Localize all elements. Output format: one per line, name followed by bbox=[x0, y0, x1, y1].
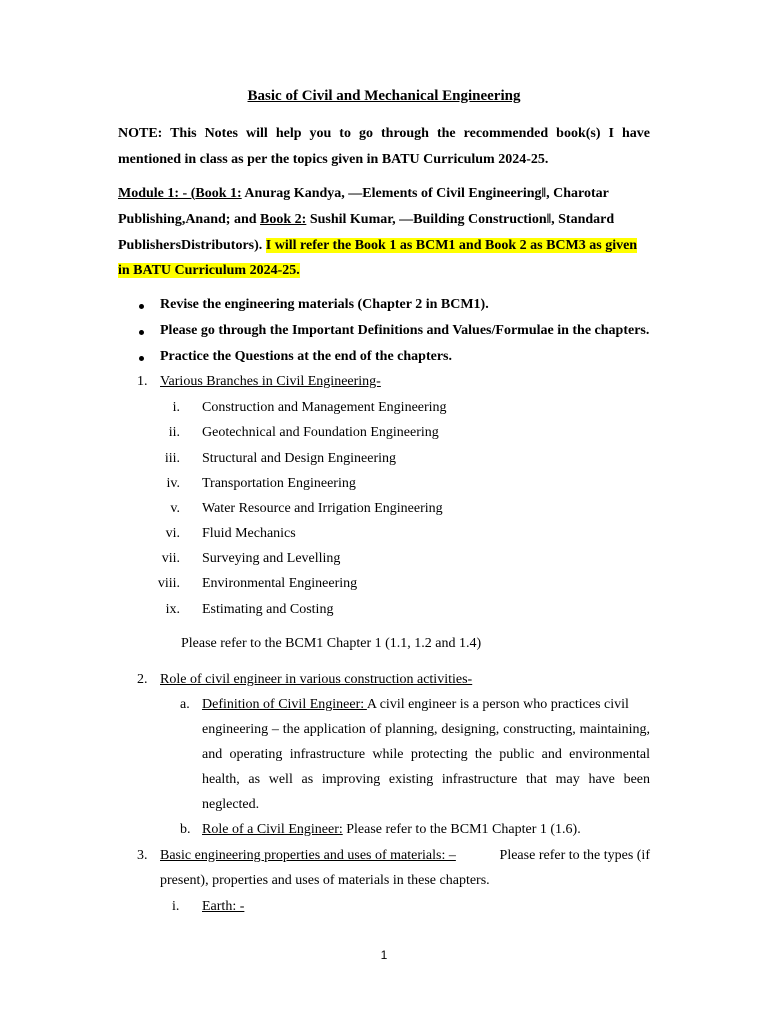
note-line-1: NOTE: This Notes will help you to go through the recommended book(s) I have bbox=[118, 126, 650, 141]
definition-line-1 bbox=[202, 697, 650, 713]
section-1-heading: Various Branches in Civil Engineering- bbox=[160, 374, 381, 389]
bullet-item-1: Revise the engineering materials (Chapter 2 in BCM1). bbox=[160, 297, 489, 312]
list-item-number: vi. bbox=[165, 526, 180, 541]
book2-details: Sushil Kumar, —Building Construction‖, Standard bbox=[306, 212, 615, 227]
list-item: Surveying and Levelling bbox=[202, 551, 341, 566]
definition-label: Definition of Civil Engineer: bbox=[202, 697, 367, 712]
section-3-line-1 bbox=[160, 848, 650, 864]
subitem-a-number: a. bbox=[180, 697, 190, 712]
bullet-dot-icon bbox=[139, 330, 144, 335]
highlight-text-1: I will refer the Book 1 as BCM1 and Book 2 as BCM3 as given bbox=[265, 238, 638, 253]
role-label: Role of a Civil Engineer: bbox=[202, 822, 343, 837]
module-line-4 bbox=[118, 263, 300, 279]
list-item-number: iv. bbox=[166, 476, 180, 491]
role-text: Please refer to the BCM1 Chapter 1 (1.6). bbox=[342, 822, 581, 837]
role-line bbox=[202, 822, 581, 838]
document-title: Basic of Civil and Mechanical Engineering bbox=[247, 88, 521, 104]
section-3-heading: Basic engineering properties and uses of materials: – bbox=[160, 848, 456, 863]
section-1-number: 1. bbox=[137, 374, 148, 389]
definition-line-5: neglected. bbox=[202, 797, 260, 812]
note-line-2: mentioned in class as per the topics given in BATU Curriculum 2024-25. bbox=[118, 152, 549, 167]
bullet-dot-icon bbox=[139, 304, 144, 309]
section-3-text-1: Please refer to the types (if bbox=[499, 848, 650, 863]
list-item-number: ii. bbox=[168, 425, 180, 440]
module-line-2 bbox=[118, 212, 650, 228]
section-3-number: 3. bbox=[137, 848, 148, 863]
distributor-text: PublishersDistributors). bbox=[118, 238, 266, 253]
definition-text-1: A civil engineer is a person who practices civil bbox=[366, 697, 629, 712]
list-item: Fluid Mechanics bbox=[202, 526, 296, 541]
book1-label: Book 1: bbox=[195, 186, 242, 201]
list-item: Environmental Engineering bbox=[202, 576, 358, 591]
bullet-dot-icon bbox=[139, 356, 144, 361]
section-2-number: 2. bbox=[137, 672, 148, 687]
list-item-number: viii. bbox=[157, 576, 180, 591]
list-item-number: ix. bbox=[165, 602, 180, 617]
section-1-reference: Please refer to the BCM1 Chapter 1 (1.1, 1.2 and 1.4) bbox=[181, 636, 482, 651]
page-number: 1 bbox=[380, 948, 388, 962]
subitem-b-number: b. bbox=[180, 822, 191, 837]
section-2-heading: Role of civil engineer in various construction activities- bbox=[160, 672, 473, 687]
module-line-3 bbox=[118, 238, 637, 254]
publisher-text: Publishing,Anand; and bbox=[118, 212, 261, 227]
list-item: Construction and Management Engineering bbox=[202, 400, 447, 415]
list-item: Estimating and Costing bbox=[202, 602, 334, 617]
list-item: Structural and Design Engineering bbox=[202, 451, 397, 466]
earth-heading: Earth: - bbox=[202, 899, 245, 914]
definition-line-4: health, as well as improving existing infrastructure that may have been bbox=[202, 772, 650, 787]
subitem-i-number: i. bbox=[172, 899, 180, 914]
list-item-number: i. bbox=[172, 400, 180, 415]
list-item-number: vii. bbox=[161, 551, 180, 566]
definition-line-2: engineering – the application of planning, designing, constructing, maintaining, bbox=[202, 722, 650, 737]
list-item-number: v. bbox=[170, 501, 180, 516]
highlight-text-2: in BATU Curriculum 2024-25. bbox=[118, 263, 300, 278]
book2-label: Book 2: bbox=[260, 212, 307, 227]
definition-line-3: and operating infrastructure while protecting the public and environmental bbox=[202, 747, 650, 762]
list-item: Water Resource and Irrigation Engineering bbox=[202, 501, 443, 516]
list-item: Transportation Engineering bbox=[202, 476, 356, 491]
book1-details: Anurag Kandya, —Elements of Civil Engineering‖, Charotar bbox=[241, 186, 609, 201]
bullet-item-3: Practice the Questions at the end of the chapters. bbox=[160, 349, 453, 364]
module-label: Module 1: - ( bbox=[118, 186, 196, 201]
list-item-number: iii. bbox=[164, 451, 180, 466]
module-line-1 bbox=[118, 186, 650, 202]
list-item: Geotechnical and Foundation Engineering bbox=[202, 425, 439, 440]
bullet-item-2: Please go through the Important Definitions and Values/Formulae in the chapters. bbox=[160, 323, 650, 338]
section-3-line-2: present), properties and uses of materials in these chapters. bbox=[160, 873, 490, 888]
